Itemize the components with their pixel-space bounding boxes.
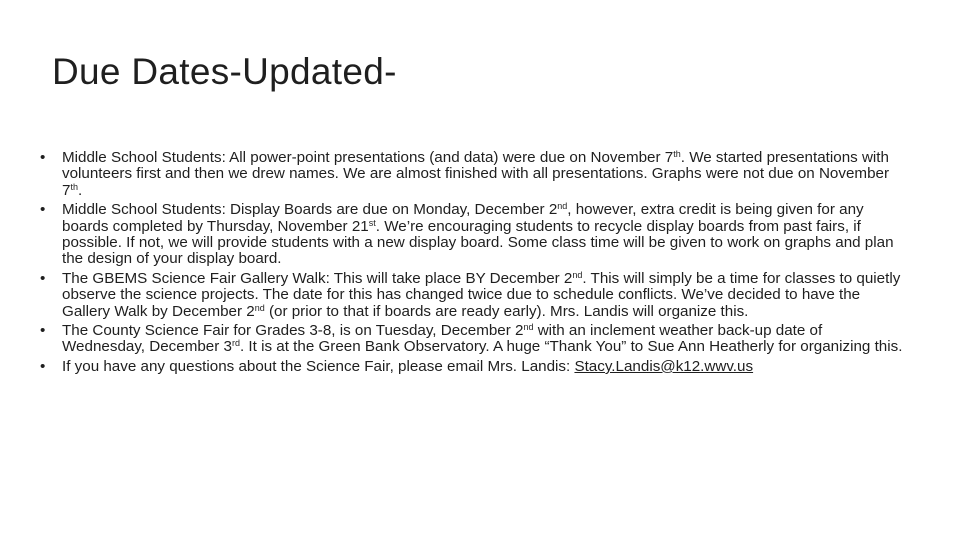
ordinal-suffix: th bbox=[673, 149, 681, 159]
bullet-text: . It is at the Green Bank Observatory. A huge “Thank You” to Sue Ann Heatherly for organizing this. bbox=[239, 338, 903, 356]
ordinal-suffix: nd bbox=[557, 201, 568, 212]
bullet-text: The GBEMS Science Fair Gallery Walk: This will take place BY December 2 bbox=[62, 269, 573, 287]
ordinal-suffix: nd bbox=[254, 302, 265, 313]
slide-title: Due Dates-Updated- bbox=[52, 51, 397, 92]
ordinal-suffix: rd bbox=[231, 338, 240, 349]
bullet-text: , however, extra credit is being given for any boards completed by Thursday, November 21 bbox=[62, 201, 864, 235]
bullet-text: . bbox=[77, 181, 83, 199]
ordinal-suffix: nd bbox=[523, 322, 534, 333]
bullet-text: If you have any questions about the Science Fair, please email Mrs. Landis: bbox=[62, 357, 575, 375]
bullet-text: . We’re encouraging students to recycle display boards from past fairs, if possible. If not, we will provide students with a new display board. Some class time will be given to work on graphs and plan the design of your display board. bbox=[62, 217, 894, 268]
bullet-dot-icon: • bbox=[40, 269, 46, 287]
bullet-text: with an inclement weather back-up date of Wednesday, December 3 bbox=[62, 322, 823, 356]
bullet-item bbox=[40, 202, 908, 268]
bullet-dot-icon: • bbox=[40, 357, 46, 375]
bullet-dot-icon: • bbox=[40, 149, 46, 166]
bullet-dot-icon: • bbox=[40, 322, 46, 340]
bullet-text: The County Science Fair for Grades 3-8, is on Tuesday, December 2 bbox=[62, 322, 524, 340]
bullet-text: . We started presentations with volunteers first and then we drew names. We are almost finished with all presentations. Graphs were not due on November 7 bbox=[62, 149, 890, 199]
bullet-text: . This will simply be a time for classes to quietly observe the science projects. The date for this has changed twice due to schedule conflicts. We’ve decided to have the Gallery Walk by December 2 bbox=[62, 269, 901, 320]
bullet-text: Middle School Students: Display Boards are due on Monday, December 2 bbox=[62, 201, 558, 219]
bullet-item bbox=[40, 323, 908, 356]
bullet-item bbox=[40, 150, 908, 199]
bullet-text: Middle School Students: All power-point presentations (and data) were due on November 7 bbox=[62, 149, 674, 166]
ordinal-suffix: nd bbox=[572, 269, 583, 280]
bullet-item bbox=[40, 359, 908, 375]
bullet-dot-icon: • bbox=[40, 201, 46, 219]
bullet-item bbox=[40, 271, 908, 320]
email-link[interactable]: Stacy.Landis@k12.wwv.us bbox=[574, 357, 754, 375]
bullet-list bbox=[40, 150, 908, 378]
ordinal-suffix: th bbox=[70, 181, 78, 192]
bullet-text: (or prior to that if boards are ready early). Mrs. Landis will organize this. bbox=[264, 302, 749, 320]
ordinal-suffix: st bbox=[368, 217, 376, 228]
